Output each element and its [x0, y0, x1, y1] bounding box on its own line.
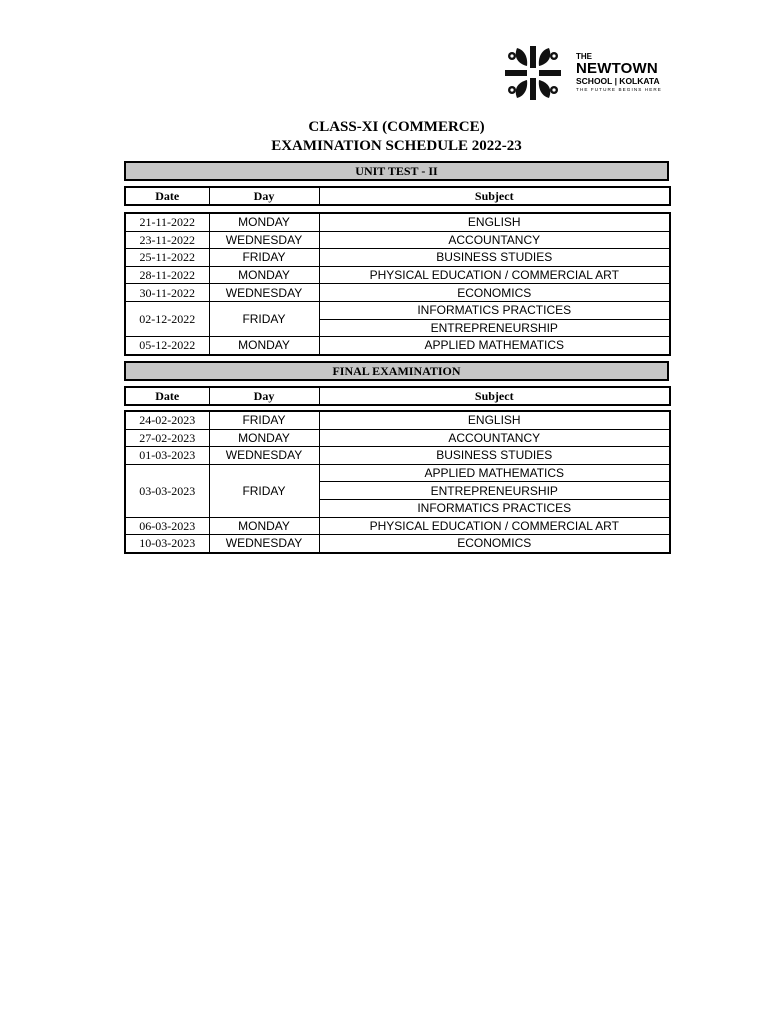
subject-cell: INFORMATICS PRACTICES [319, 301, 670, 319]
logo-wordmark [576, 53, 662, 94]
date-cell: 23-11-2022 [125, 231, 209, 249]
column-subject: Subject [319, 187, 670, 205]
table-row [125, 231, 670, 249]
date-cell: 21-11-2022 [125, 213, 209, 231]
subject-cell: ENGLISH [319, 411, 670, 429]
subject-cell: ACCOUNTANCY [319, 429, 670, 447]
date-cell: 05-12-2022 [125, 337, 209, 355]
subject-cell: INFORMATICS PRACTICES [319, 499, 670, 517]
day-cell: MONDAY [209, 266, 319, 284]
subject-cell: BUSINESS STUDIES [319, 249, 670, 267]
subject-cell: ECONOMICS [319, 535, 670, 553]
final-exam-column-header [124, 386, 671, 406]
table-row [125, 301, 670, 319]
table-row [125, 535, 670, 553]
date-cell: 06-03-2023 [125, 517, 209, 535]
logo-name: NEWTOWN [576, 60, 658, 77]
date-cell: 10-03-2023 [125, 535, 209, 553]
column-date: Date [155, 189, 180, 203]
table-row [125, 517, 670, 535]
table-row [125, 284, 670, 302]
date-cell: 03-03-2023 [125, 464, 209, 517]
subject-cell: ENTREPRENEURSHIP [319, 319, 670, 337]
column-subject: Subject [319, 387, 670, 405]
schedule-title: EXAMINATION SCHEDULE 2022-23 [271, 138, 522, 154]
column-day: Day [209, 387, 319, 405]
column-date: Date [155, 389, 180, 403]
table-row [125, 337, 670, 355]
table-row [125, 464, 670, 482]
subject-cell: APPLIED MATHEMATICS [319, 337, 670, 355]
day-cell: WEDNESDAY [209, 231, 319, 249]
date-cell: 24-02-2023 [125, 411, 209, 429]
column-day: Day [209, 187, 319, 205]
school-emblem-icon [503, 44, 563, 102]
subject-cell: APPLIED MATHEMATICS [319, 464, 670, 482]
table-row [125, 447, 670, 465]
subject-cell: ACCOUNTANCY [319, 231, 670, 249]
subject-cell: BUSINESS STUDIES [319, 447, 670, 465]
unit-test-heading: UNIT TEST - II [124, 161, 669, 181]
final-exam-table [124, 410, 671, 554]
table-row [125, 213, 670, 231]
day-cell: FRIDAY [209, 411, 319, 429]
day-cell: WEDNESDAY [209, 284, 319, 302]
table-row [125, 411, 670, 429]
date-cell: 30-11-2022 [125, 284, 209, 302]
day-cell: MONDAY [209, 213, 319, 231]
date-cell: 02-12-2022 [125, 301, 209, 336]
date-cell: 28-11-2022 [125, 266, 209, 284]
unit-test-column-header [124, 186, 671, 206]
subject-cell: ENGLISH [319, 213, 670, 231]
day-cell: MONDAY [209, 517, 319, 535]
day-cell: WEDNESDAY [209, 447, 319, 465]
subject-cell: ECONOMICS [319, 284, 670, 302]
table-row [125, 266, 670, 284]
day-cell: MONDAY [209, 337, 319, 355]
day-cell: FRIDAY [209, 249, 319, 267]
logo-tagline: THE FUTURE BEGINS HERE [576, 87, 662, 92]
subject-cell: PHYSICAL EDUCATION / COMMERCIAL ART [319, 517, 670, 535]
day-cell: FRIDAY [209, 301, 319, 336]
logo-school: SCHOOL | KOLKATA [576, 76, 660, 86]
day-cell: WEDNESDAY [209, 535, 319, 553]
subject-cell: PHYSICAL EDUCATION / COMMERCIAL ART [319, 266, 670, 284]
day-cell: MONDAY [209, 429, 319, 447]
logo-the: THE [576, 52, 592, 61]
class-title: CLASS-XI (COMMERCE) [308, 119, 485, 135]
day-cell: FRIDAY [209, 464, 319, 517]
date-cell: 27-02-2023 [125, 429, 209, 447]
table-row [125, 249, 670, 267]
table-row [125, 429, 670, 447]
school-logo [503, 44, 673, 102]
subject-cell: ENTREPRENEURSHIP [319, 482, 670, 500]
date-cell: 25-11-2022 [125, 249, 209, 267]
date-cell: 01-03-2023 [125, 447, 209, 465]
final-exam-heading: FINAL EXAMINATION [124, 361, 669, 381]
unit-test-table [124, 212, 671, 356]
